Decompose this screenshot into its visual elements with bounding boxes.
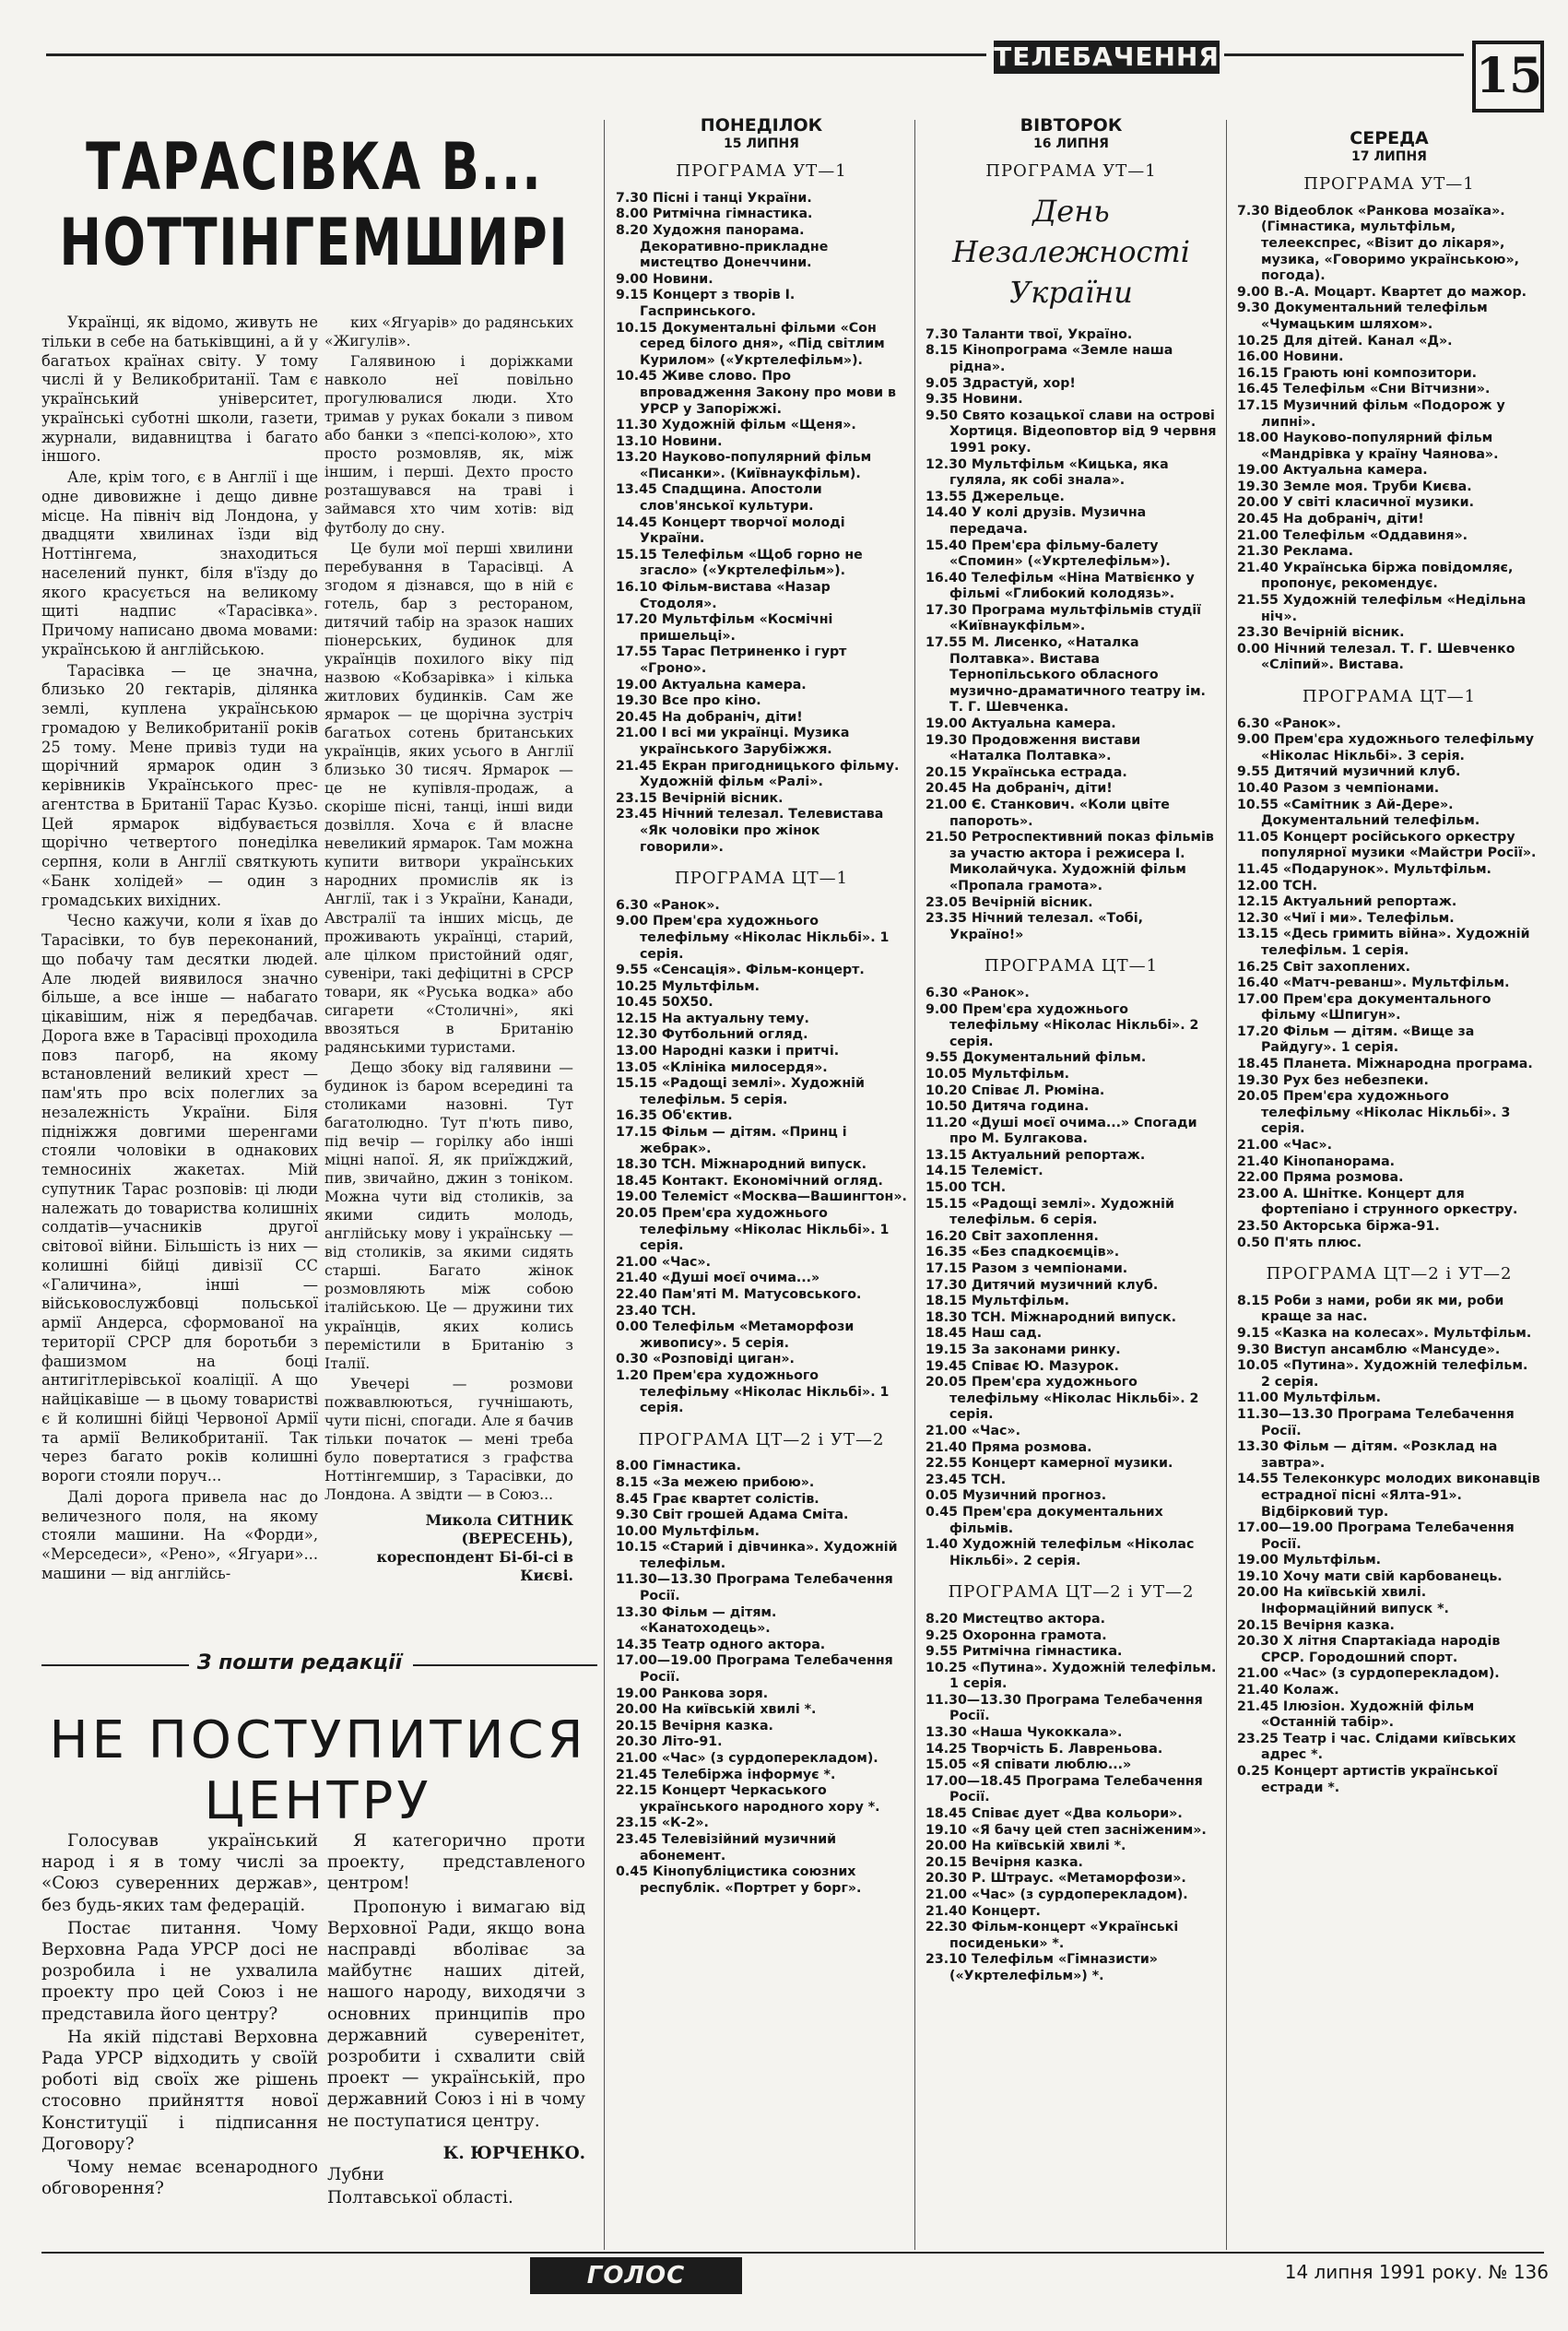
program-item: 8.00 Ритмічна гімнастика. bbox=[616, 207, 813, 222]
program-item: 20.05 Прем'єра художнього телефільму «Ніколас Нікльбі». 1 серія. bbox=[616, 1206, 890, 1254]
header-rule bbox=[46, 53, 986, 56]
program-item: 15.00 ТСН. bbox=[925, 1180, 1007, 1196]
program-item: 8.15 «За межею прибою». bbox=[616, 1474, 815, 1490]
letter-column-2 bbox=[327, 1830, 585, 2210]
program-item: 13.15 «Десь гримить війна». Художній телефільм. 1 серія. bbox=[1237, 927, 1530, 958]
program-item: 12.30 «Чиї і ми». Телефільм. bbox=[1237, 910, 1455, 926]
program-item: 21.45 Екран пригодницького фільму. Художній фільм «Ралі». bbox=[616, 758, 900, 790]
program-item: 9.00 Новини. bbox=[616, 271, 713, 287]
program-item: 10.00 Мультфільм. bbox=[616, 1523, 760, 1539]
program-heading: ПРОГРАМА ЦТ—1 bbox=[1302, 687, 1477, 706]
program-item: 21.45 Телебіржа інформує *. bbox=[616, 1767, 836, 1782]
day-title: СЕРЕДА bbox=[1350, 128, 1429, 148]
program-item: 21.00 «Час». bbox=[616, 1254, 711, 1270]
program-item: 8.20 Мистецтво актора. bbox=[925, 1611, 1105, 1627]
program-item: 6.30 «Ранок». bbox=[616, 897, 720, 913]
program-item: 21.40 Кінопанорама. bbox=[1237, 1154, 1396, 1169]
program-item: 23.45 Телевізійний музичний абонемент. bbox=[616, 1831, 837, 1864]
program-item: 21.50 Ретроспективний показ фільмів за участю актора і режисера І. Миколайчука. Художній фільм «Пропала грамота». bbox=[925, 830, 1214, 893]
program-item: 9.00 Прем'єра художнього телефільму «Ніколас Нікльбі». 3 серія. bbox=[1237, 732, 1534, 763]
program-item: 21.40 Пряма розмова. bbox=[925, 1439, 1092, 1455]
program-item: 20.30 Літо-91. bbox=[616, 1734, 723, 1750]
program-item: 10.55 «Самітник з Ай-Дере». Документальний телефільм. bbox=[1237, 797, 1480, 829]
program-item: 9.00 В.-А. Моцарт. Квартет до мажор. bbox=[1237, 284, 1527, 300]
program-item: 9.00 Прем'єра художнього телефільму «Ніколас Нікльбі». 1 серія. bbox=[616, 914, 890, 962]
program-item: 16.35 Об'єктив. bbox=[616, 1108, 733, 1124]
program-item: 7.30 Відеоблок «Ранкова мозаїка». (Гімнастика, мультфільм, телеекспрес, «Візит до лікаря», музика, «Говоримо українською», погода). bbox=[1237, 203, 1519, 284]
program-list-ct2 bbox=[1237, 1294, 1541, 1796]
program-item: 21.00 «Час». bbox=[925, 1423, 1020, 1438]
program-item: 20.15 Вечірня казка. bbox=[1237, 1617, 1395, 1633]
program-item: 21.00 І всі ми українці. Музика українського Зарубіжжя. bbox=[616, 726, 850, 757]
article-column-2 bbox=[324, 314, 573, 1585]
program-item: 9.55 Ритмічна гімнастика. bbox=[925, 1644, 1123, 1660]
program-item: 0.50 П'ять плюс. bbox=[1237, 1235, 1362, 1250]
program-item: 21.30 Реклама. bbox=[1237, 544, 1353, 560]
holiday-heading-line-1: День Незалежності bbox=[952, 193, 1190, 269]
letter-paragraph: Постає питання. Чому Верховна Рада УРСР досі не розробила і не ухвалила проекту про цей Союз і не представила його центру? bbox=[41, 1918, 318, 2024]
article-column-2-body bbox=[324, 314, 573, 1504]
program-item: 12.15 Актуальний репортаж. bbox=[1237, 894, 1457, 910]
program-item: 21.00 Телефільм «Оддавиня». bbox=[1237, 527, 1468, 543]
program-item: 15.15 «Радощі землі». Художній телефільм. 6 серія. bbox=[925, 1196, 1174, 1228]
column-divider bbox=[914, 120, 915, 2250]
program-item: 15.15 «Радощі землі». Художній телефільм. 5 серія. bbox=[616, 1076, 865, 1107]
program-item: 9.55 Дитячий музичний клуб. bbox=[1237, 764, 1461, 780]
program-item: 11.30—13.30 Програма Телебачення Росії. bbox=[1237, 1406, 1515, 1438]
program-item: 0.45 Кінопубліцистика союзних республік. «Портрет у борг». bbox=[616, 1864, 862, 1896]
program-item: 17.15 Музичний фільм «Подорож у липні». bbox=[1237, 397, 1505, 430]
program-item: 13.00 Народні казки і притчі. bbox=[616, 1044, 840, 1059]
program-item: 13.45 Спадщина. Апостоли слов'янської культури. bbox=[616, 482, 822, 515]
program-item: 13.30 «Наша Чукоккала». bbox=[925, 1725, 1123, 1741]
program-item: 10.45 50Х50. bbox=[616, 995, 713, 1011]
program-item: 23.45 ТСН. bbox=[925, 1472, 1007, 1487]
program-item: 6.30 «Ранок». bbox=[1237, 716, 1341, 731]
program-item: 11.00 Мультфільм. bbox=[1237, 1390, 1382, 1406]
program-item: 13.15 Актуальний репортаж. bbox=[925, 1147, 1146, 1163]
program-item: 10.20 Співає Л. Рюміна. bbox=[925, 1083, 1105, 1098]
program-item: 19.15 За законами ринку. bbox=[925, 1343, 1121, 1357]
article-paragraph: Галявиною і доріжками навколо неї повільно прогулювалися люди. Хто тримав у руках бокали з пивом або банки з «пепсі-колою», хто просто розмовляв, як, між іншим, і перші. Дехто просто розташувався на траві і займався хто чим хотів: від футболу до сну. bbox=[324, 352, 573, 537]
program-item: 8.15 Роби з нами, роби як ми, роби краще за нас. bbox=[1237, 1293, 1504, 1325]
program-item: 8.20 Художня панорама. Декоративно-прикладне мистецтво Донеччини. bbox=[616, 222, 829, 271]
program-item: 17.30 Дитячий музичний клуб. bbox=[925, 1277, 1159, 1293]
program-item: 1.40 Художній телефільм «Ніколас Нікльбі». 2 серія. bbox=[925, 1537, 1195, 1568]
program-item: 10.40 Разом з чемпіонами. bbox=[1237, 780, 1440, 796]
program-item: 20.15 Вечірня казка. bbox=[616, 1718, 773, 1733]
program-item: 10.05 «Путина». Художній телефільм. 2 серія. bbox=[1237, 1358, 1528, 1390]
program-item: 22.40 Пам'яті М. Матусовського. bbox=[616, 1286, 862, 1302]
program-item: 13.55 Джерельце. bbox=[925, 489, 1065, 504]
program-list-ct1 bbox=[616, 898, 907, 1417]
program-item: 18.45 Співає дует «Два кольори». bbox=[925, 1806, 1183, 1822]
program-item: 21.40 Українська біржа повідомляє, пропонує, рекомендує. bbox=[1237, 560, 1514, 592]
program-item: 14.55 Телеконкурс молодих виконавців естрадної пісні «Ялта-91». Відбірковий тур. bbox=[1237, 1472, 1540, 1520]
program-item: 12.00 ТСН. bbox=[1237, 878, 1318, 893]
program-heading: ПРОГРАМА ЦТ—1 bbox=[674, 869, 849, 889]
program-item: 10.25 «Путина». Художній телефільм. 1 серія. bbox=[925, 1660, 1217, 1692]
program-item: 23.05 Вечірній вісник. bbox=[925, 894, 1093, 910]
program-item: 20.05 Прем'єра художнього телефільму «Ніколас Нікльбі». 3 серія. bbox=[1237, 1089, 1511, 1137]
author-role: кореспондент Бі-бі-сі в Києві. bbox=[376, 1548, 573, 1585]
column-divider bbox=[1226, 120, 1227, 2250]
program-item: 16.15 Грають юні композитори. bbox=[1237, 365, 1478, 381]
column-divider bbox=[604, 120, 605, 2250]
program-item: 16.40 Телефільм «Ніна Матвієнко у фільмі «Глибокий колодязь». bbox=[925, 570, 1195, 602]
program-heading: ПРОГРАМА УТ—1 bbox=[676, 161, 847, 182]
program-item: 9.00 Прем'єра художнього телефільму «Ніколас Нікльбі». 2 серія. bbox=[925, 1001, 1199, 1049]
schedule-wednesday bbox=[1237, 128, 1541, 1796]
program-item: 20.30 Р. Штраус. «Метаморфози». bbox=[925, 1871, 1186, 1887]
program-item: 19.00 Актуальна камера. bbox=[925, 716, 1116, 732]
program-item: 9.05 Здрастуй, хор! bbox=[925, 375, 1076, 391]
program-item: 20.45 На добраніч, діти! bbox=[1237, 512, 1424, 527]
program-item: 13.30 Фільм — дітям. «Канатоходець». bbox=[616, 1604, 777, 1637]
program-heading: ПРОГРАМА ЦТ—1 bbox=[984, 956, 1159, 976]
program-item: 19.10 Хочу мати свій карбованець. bbox=[1237, 1568, 1503, 1584]
program-item: 9.30 Документальний телефільм «Чумацьким шляхом». bbox=[1237, 301, 1488, 332]
program-item: 19.10 «Я бачу цей степ засніженим». bbox=[925, 1822, 1207, 1838]
program-item: 11.05 Концерт російського оркестру популярної музики «Майстри Росії». bbox=[1237, 829, 1537, 861]
newspaper-logo: ГОЛОС України bbox=[530, 2257, 742, 2294]
program-item: 15.05 «Я співати люблю...» bbox=[925, 1757, 1132, 1773]
letter-column-2-body bbox=[327, 1830, 585, 2132]
program-item: 9.25 Охоронна грамота. bbox=[925, 1627, 1107, 1643]
program-item: 15.15 Телефільм «Щоб горно не згасло» («Укртелефільм»). bbox=[616, 547, 863, 579]
program-item: 16.25 Світ захоплених. bbox=[1237, 959, 1411, 975]
program-item: 11.20 «Душі моєї очима...» Спогади про М. Булгакова. bbox=[925, 1115, 1197, 1147]
program-item: 0.00 Нічний телезал. Т. Г. Шевченко «Сліпий». Вистава. bbox=[1237, 641, 1515, 673]
program-item: 12.30 Футбольний огляд. bbox=[616, 1027, 808, 1043]
program-item: 12.30 Мультфільм «Кицька, яка гуляла, як собі знала». bbox=[925, 456, 1169, 489]
letter-place-town: Лубни bbox=[327, 2165, 384, 2185]
headline-line-1: ТАРАСІВКА В... bbox=[86, 129, 543, 205]
article-paragraph: Далі дорога привела нас до величезного поля, на якому стояли машини. На «Форди», «Мерседеси», «Рено», «Ягуари»... машини — від англійсь- bbox=[41, 1487, 318, 1582]
program-list-ct1 bbox=[925, 986, 1217, 1569]
program-item: 14.45 Концерт творчої молоді України. bbox=[616, 515, 845, 547]
program-item: 1.20 Прем'єра художнього телефільму «Ніколас Нікльбі». 1 серія. bbox=[616, 1367, 890, 1416]
mail-rubric: З пошти редакції bbox=[196, 1651, 403, 1674]
program-item: 14.40 У колі друзів. Музична передача. bbox=[925, 505, 1147, 537]
program-item: 11.30—13.30 Програма Телебачення Росії. bbox=[925, 1692, 1203, 1724]
holiday-heading bbox=[925, 191, 1217, 313]
program-item: 18.45 Планета. Міжнародна програма. bbox=[1237, 1057, 1533, 1072]
program-item: 21.00 «Час» (з сурдоперекладом). bbox=[1237, 1666, 1500, 1682]
program-item: 21.40 Колаж. bbox=[1237, 1683, 1339, 1698]
program-item: 21.40 «Душі моєї очима...» bbox=[616, 1271, 820, 1286]
program-item: 23.45 Нічний телезал. Телевистава «Як чоловіки про жінок говорили». bbox=[616, 807, 884, 855]
program-item: 16.40 «Матч-реванш». Мультфільм. bbox=[1237, 976, 1510, 991]
program-item: 22.15 Концерт Черкаського українського народного хору *. bbox=[616, 1783, 880, 1815]
program-item: 19.00 Ранкова зоря. bbox=[616, 1686, 769, 1701]
program-item: 21.00 «Час» (з сурдоперекладом). bbox=[925, 1887, 1188, 1902]
program-item: 17.30 Програма мультфільмів студії «Київнаукфільм». bbox=[925, 602, 1202, 634]
program-item: 16.00 Новини. bbox=[1237, 349, 1344, 365]
program-item: 23.10 Телефільм «Гімназисти» («Укртелефільм») *. bbox=[925, 1952, 1158, 1983]
header-rule-right bbox=[1224, 53, 1464, 56]
program-item: 11.45 «Подарунок». Мультфільм. bbox=[1237, 861, 1491, 877]
letter-paragraph: Пропоную і вимагаю від Верховної Ради, якщо вона насправді вболіває за майбутнє наших дітей, нашого народу, виходячи з основних принципів про державний суверенітет, розробити і схвалити свій проект — українській, про державний Союз і ні в чому не поступатися центру. bbox=[327, 1897, 585, 2131]
program-item: 19.30 Земле моя. Труби Києва. bbox=[1237, 479, 1472, 494]
holiday-heading-line-2: України bbox=[1009, 274, 1133, 310]
rubric-rule-left bbox=[41, 1664, 189, 1666]
article-paragraph: Увечері — розмови пожвавлюються, гучнішають, чути пісні, спогади. Але я бачив тільки початок — мені треба було повертатися з графства Ноттінгемшир, з Тарасівки, до Лондона. А звідти — в Союз... bbox=[324, 1374, 573, 1503]
day-date: 16 ЛИПНЯ bbox=[1033, 136, 1109, 151]
headline-line-2: НОТТІНГЕМШИРІ bbox=[59, 205, 570, 280]
program-item: 22.55 Концерт камерної музики. bbox=[925, 1456, 1173, 1472]
program-item: 19.00 Актуальна камера. bbox=[616, 677, 807, 692]
program-item: 20.00 На київській хвилі. Інформаційний випуск *. bbox=[1237, 1585, 1449, 1617]
program-item: 10.25 Мультфільм. bbox=[616, 978, 760, 994]
article-column-1 bbox=[41, 314, 318, 1586]
program-item: 19.45 Співає Ю. Мазурок. bbox=[925, 1358, 1119, 1374]
program-item: 20.15 Українська естрада. bbox=[925, 764, 1127, 780]
program-item: 17.00—19.00 Програма Телебачення Росії. bbox=[1237, 1520, 1515, 1552]
program-item: 18.30 ТСН. Міжнародний випуск. bbox=[925, 1309, 1176, 1325]
program-item: 17.55 Тарас Петриненко і гурт «Гроно». bbox=[616, 645, 847, 676]
program-item: 15.40 Прем'єра фільму-балету «Спомин» («Укртелефільм»). bbox=[925, 538, 1171, 570]
day-date: 15 ЛИПНЯ bbox=[724, 136, 799, 151]
program-item: 0.00 Телефільм «Метаморфози живопису». 5 серія. bbox=[616, 1319, 855, 1351]
letter-paragraph: Чому немає всенародного обговорення? bbox=[41, 2158, 318, 2199]
program-item: 17.00 Прем'єра документального фільму «Шпигун». bbox=[1237, 991, 1491, 1024]
program-item: 21.00 «Час». bbox=[1237, 1138, 1332, 1154]
program-item: 9.35 Новини. bbox=[925, 392, 1023, 408]
rubric-rule-right bbox=[413, 1664, 597, 1666]
program-item: 14.25 Творчість Б. Лавреньова. bbox=[925, 1741, 1163, 1757]
article-paragraph: Українці, як відомо, живуть не тільки в себе на батьківщині, а й у багатьох країнах світу. У тому числі й у Великобританії. Там є український університет, українські суботні школи, газети, журнали, видавництва і багато іншого. bbox=[41, 314, 318, 466]
program-item: 19.30 Рух без небезпеки. bbox=[1237, 1072, 1429, 1088]
program-item: 20.45 На добраніч, діти! bbox=[925, 781, 1113, 797]
program-item: 17.00—19.00 Програма Телебачення Росії. bbox=[616, 1653, 893, 1686]
program-item: 21.45 Ілюзіон. Художній фільм «Останній табір». bbox=[1237, 1698, 1475, 1731]
program-item: 19.00 Мультфільм. bbox=[1237, 1553, 1382, 1568]
letter-paragraph: Я категорично проти проекту, представленого центром! bbox=[327, 1831, 585, 1894]
program-list-ct1 bbox=[1237, 716, 1541, 1252]
program-item: 20.00 На київській хвилі *. bbox=[616, 1702, 817, 1718]
program-item: 19.00 Телеміст «Москва—Вашингтон». bbox=[616, 1189, 907, 1205]
program-item: 21.00 «Час» (з сурдоперекладом). bbox=[616, 1751, 878, 1766]
program-item: 17.20 Мультфільм «Космічні пришельці». bbox=[616, 612, 833, 644]
program-item: 0.05 Музичний прогноз. bbox=[925, 1488, 1107, 1504]
article-headline bbox=[55, 129, 573, 280]
program-heading: ПРОГРАМА ЦТ—2 і УТ—2 bbox=[948, 1582, 1195, 1603]
section-label: ТЕЛЕБАЧЕННЯ bbox=[994, 41, 1220, 72]
program-item: 11.30 Художній фільм «Щеня». bbox=[616, 418, 856, 433]
program-item: 17.20 Фільм — дітям. «Вище за Райдугу». 1 серія. bbox=[1237, 1024, 1475, 1056]
program-item: 10.50 Дитяча година. bbox=[925, 1099, 1090, 1115]
program-item: 10.15 «Старий і дівчинка». Художній телефільм. bbox=[616, 1540, 898, 1571]
program-item: 14.35 Театр одного актора. bbox=[616, 1637, 826, 1652]
day-title: ПОНЕДІЛОК bbox=[700, 115, 823, 136]
footer-rule bbox=[41, 2252, 1544, 2254]
program-item: 10.15 Документальні фільми «Сон серед білого дня», «Під світлим Курилом» («Укртелефільм»). bbox=[616, 320, 885, 368]
article-paragraph: Це були мої перші хвилини перебування в Тарасівці. А згодом я дізнався, що в ній є готель, бар з рестораном, дитячий табір на зразок наших піонерських, будинок для українців похилого віку під назвою «Кобзарівка» і кілька житлових будинків. Сам же ярмарок — це щорічна зустріч багатьох сотень британських українців, яких усього в Англії близько 30 тисяч. Ярмарок — це не купівля-продаж, а скоріше пісні, танці, інші види дозвілля. Хоча є й власне невеликий ярмарок. Там можна купити витвори українських народних промислів як із Англії, так і з України, Канади, Австралії та інших місць, де проживають українці, старий, але цілком пристойний одяг, сувеніри, такі дефіцитні в СРСР товари, як «Руська водка» або сигарети «Столичні», які ввозяться в Британію радянськими туристами. bbox=[324, 538, 573, 1056]
program-item: 9.30 Виступ ансамблю «Мансуде». bbox=[1237, 1342, 1501, 1357]
program-item: 8.15 Кінопрограма «Земле наша рідна». bbox=[925, 343, 1173, 374]
program-item: 10.05 Мультфільм. bbox=[925, 1066, 1070, 1082]
program-item: 18.45 Контакт. Економічний огляд. bbox=[616, 1173, 883, 1189]
program-item: 19.30 Продовження вистави «Наталка Полтавка». bbox=[925, 732, 1141, 764]
author-byline: Микола СИТНИК (ВЕРЕСЕНЬ), bbox=[425, 1511, 573, 1548]
program-item: 0.30 «Розповіді циган». bbox=[616, 1352, 795, 1367]
program-list-ut1 bbox=[925, 327, 1217, 944]
program-item: 0.25 Концерт артистів української естради *. bbox=[1237, 1764, 1498, 1795]
article-paragraph: Дещо збоку від галявини — будинок із баром всередині та столиками назовні. Тут багатолюдно. Тут п'ють пиво, під вечір — горілку або інші міцні напої. Я, як приїжджий, пив, звичайно, джин з тоніком. Можна чути від столиків, за якими сидить молодь, англійську мову і українську — від столиків, за якими сидять старші. Багато жінок розмовляють між собою італійською. Це — дружини тих українців, яких колись перемістили в Британію з Італії. bbox=[324, 1058, 573, 1372]
program-item: 16.20 Світ захоплення. bbox=[925, 1228, 1099, 1244]
program-item: 11.30—13.30 Програма Телебачення Росії. bbox=[616, 1572, 893, 1604]
program-item: 16.45 Телефільм «Сни Вітчизни». bbox=[1237, 382, 1491, 397]
program-item: 23.50 Акторська біржа-91. bbox=[1237, 1219, 1440, 1234]
program-item: 14.15 Телеміст. bbox=[925, 1164, 1043, 1179]
program-list-ut1 bbox=[1237, 204, 1541, 674]
program-item: 8.45 Грає квартет солістів. bbox=[616, 1491, 819, 1507]
program-item: 13.20 Науково-популярний фільм «Писанки». (Київнаукфільм). bbox=[616, 450, 872, 481]
program-heading: ПРОГРАМА УТ—1 bbox=[985, 161, 1157, 182]
letter-column-1 bbox=[41, 1830, 318, 2201]
program-item: 19.30 Все про кіно. bbox=[616, 693, 761, 709]
program-item: 17.15 Разом з чемпіонами. bbox=[925, 1261, 1128, 1277]
article-paragraph: Тарасівка — це значна, близько 20 гектарів, ділянка землі, куплена українською громадою у Великобританії років 25 тому. Мене привіз туди на щорічний ярмарок один з керівників Українського прес-агентства в Британії Тарас Кузьо. Цей ярмарок відбувається щорічно четвертого понеділка серпня, коли в Англії святкують «Банк холідей» — один з громадських вихідних. bbox=[41, 661, 318, 909]
program-item: 13.30 Фільм — дітям. «Розклад на завтра». bbox=[1237, 1439, 1498, 1471]
program-list-ct2 bbox=[616, 1459, 907, 1897]
program-item: 17.00—18.45 Програма Телебачення Росії. bbox=[925, 1773, 1203, 1805]
program-list-ut1 bbox=[616, 191, 907, 856]
article-paragraph: Чесно кажучи, коли я їхав до Тарасівки, то був переконаний, що побачу там десятки людей. Але людей виявилося значно більше, а все інше — набагато цікавішим, ніж я передбачав. Дорога вже в Тарасівці проходила повз пагорб, на якому встановлений великий хрест — пам'ять про всіх полеглих за незалежність України. Біля підніжжя довгими шеренгами стояли чоловіки в однакових темносиніх жакетах. Мій супутник Тарас розповів: ці люди належать до товариства колишніх солдатів—учасників другої світової війни. Більшість із них — колишні бійці дивізії СС «Галичина», інші — військовослужбовці польської армії Андерса, сформованої на території СРСР для боротьби з фашизмом на боці антигітлерівської коаліції. А що найцікавіше — в цьому товаристві є й колишні бійці Червоної Армії та армії Великобританії. Так через багато років колишні вороги стояли поруч... bbox=[41, 912, 318, 1485]
program-item: 21.00 Є. Станкович. «Коли цвіте папороть». bbox=[925, 798, 1170, 829]
program-item: 7.30 Таланти твої, Україно. bbox=[925, 326, 1133, 342]
program-item: 21.55 Художній телефільм «Недільна ніч». bbox=[1237, 593, 1527, 624]
program-item: 18.45 Наш сад. bbox=[925, 1326, 1043, 1342]
program-item: 23.15 «К-2». bbox=[616, 1816, 709, 1831]
program-item: 13.10 Новини. bbox=[616, 433, 723, 449]
program-item: 0.45 Прем'єра документальних фільмів. bbox=[925, 1504, 1163, 1536]
letter-paragraph: Голосував український народ і я в тому числі за «Союз суверенних держав», без будь-яких там федерацій. bbox=[41, 1831, 318, 1915]
program-item: 9.15 Концерт з творів І. Гаспринського. bbox=[616, 288, 796, 319]
program-item: 23.30 Вечірній вісник. bbox=[1237, 625, 1405, 641]
program-item: 17.55 М. Лисенко, «Наталка Полтавка». Вистава Тернопільського обласного музично-драматичного театру ім. Т. Г. Шевченка. bbox=[925, 635, 1206, 716]
article-paragraph: ких «Ягуарів» до радянських «Жигулів». bbox=[324, 314, 573, 350]
program-item: 23.00 А. Шнітке. Концерт для фортепіано і струнного оркестру. bbox=[1237, 1186, 1518, 1218]
issue-date: 14 липня 1991 року. № 136 bbox=[1284, 2261, 1549, 2283]
article-paragraph: Але, крім того, є в Англії і ще одне дивовижне і дещо дивне місце. На північ від Лондона, у двадцяти хвилинах їзди від Ноттінгема, знаходиться населений пункт, біля в'їзду до якого красується на великому щиті надпис «Тарасівка». Причому написано двома мовами: українською й англійською. bbox=[41, 468, 318, 658]
letter-headline bbox=[41, 1710, 595, 1832]
day-date: 17 ЛИПНЯ bbox=[1351, 148, 1427, 164]
program-item: 18.00 Науково-популярний фільм «Мандрівка у країну Чаянова». bbox=[1237, 431, 1499, 462]
program-item: 8.00 Гімнастика. bbox=[616, 1459, 741, 1474]
letter-headline-line-2: ЦЕНТРУ bbox=[204, 1771, 432, 1831]
letter-signature: К. ЮРЧЕНКО. bbox=[442, 2143, 585, 2163]
program-item: 20.15 Вечірня казка. bbox=[925, 1854, 1083, 1870]
program-item: 23.35 Нічний телезал. «Тобі, Україно!» bbox=[925, 911, 1144, 942]
program-item: 22.30 Фільм-концерт «Українські посиденьки» *. bbox=[925, 1920, 1179, 1951]
program-item: 9.55 «Сенсація». Фільм-концерт. bbox=[616, 963, 865, 978]
program-item: 20.05 Прем'єра художнього телефільму «Ніколас Нікльбі». 2 серія. bbox=[925, 1375, 1199, 1423]
program-item: 20.30 X літня Спартакіада народів СРСР. Городошний спорт. bbox=[1237, 1634, 1501, 1665]
program-item: 9.50 Свято козацької слави на острові Хортиця. Відеоповтор від 9 червня 1991 року. bbox=[925, 408, 1217, 456]
program-item: 23.15 Вечірній вісник. bbox=[616, 790, 784, 806]
program-item: 22.00 Пряма розмова. bbox=[1237, 1170, 1404, 1186]
program-heading: ПРОГРАМА ЦТ—2 і УТ—2 bbox=[638, 1429, 885, 1449]
program-heading: ПРОГРАМА УТ—1 bbox=[1303, 174, 1475, 195]
program-item: 18.15 Мультфільм. bbox=[925, 1294, 1070, 1309]
program-item: 17.15 Фільм — дітям. «Принц і жебрак». bbox=[616, 1125, 847, 1156]
program-item: 10.25 Для дітей. Канал «Д». bbox=[1237, 333, 1453, 349]
page-number: 15 bbox=[1472, 41, 1544, 112]
letter-headline-line-1: НЕ ПОСТУПИТИСЯ bbox=[49, 1710, 587, 1770]
program-item: 9.55 Документальний фільм. bbox=[925, 1050, 1147, 1066]
program-item: 19.00 Актуальна камера. bbox=[1237, 463, 1428, 479]
program-item: 16.10 Фільм-вистава «Назар Стодоля». bbox=[616, 580, 831, 611]
letter-place-region: Полтавської області. bbox=[327, 2188, 513, 2208]
program-item: 20.00 На київській хвилі *. bbox=[925, 1839, 1126, 1854]
program-item: 12.15 На актуальну тему. bbox=[616, 1011, 809, 1026]
schedule-monday bbox=[616, 115, 907, 1897]
program-item: 21.40 Концерт. bbox=[925, 1903, 1041, 1919]
program-heading: ПРОГРАМА ЦТ—2 і УТ—2 bbox=[1266, 1264, 1513, 1284]
letter-paragraph: На якій підставі Верховна Рада УРСР відходить у своїй роботі від своїх же рішень стосовно прийняття нової Конституції і підписання Договору? bbox=[41, 2027, 318, 2154]
program-item: 23.40 ТСН. bbox=[616, 1303, 697, 1319]
program-item: 20.00 У світі класичної музики. bbox=[1237, 495, 1474, 511]
schedule-tuesday bbox=[925, 115, 1217, 1985]
day-title: ВІВТОРОК bbox=[1020, 115, 1123, 136]
program-item: 9.15 «Казка на колесах». Мультфільм. bbox=[1237, 1325, 1532, 1341]
program-item: 23.25 Театр і час. Слідами київських адрес *. bbox=[1237, 1731, 1516, 1763]
program-item: 16.35 «Без спадкоємців». bbox=[925, 1245, 1120, 1260]
program-item: 10.45 Живе слово. Про впровадження Закону про мови в УРСР у Запоріжжі. bbox=[616, 369, 896, 417]
program-item: 18.30 ТСН. Міжнародний випуск. bbox=[616, 1157, 867, 1173]
program-item: 13.05 «Клініка милосердя». bbox=[616, 1059, 828, 1075]
program-list-ct2 bbox=[925, 1612, 1217, 1985]
program-item: 20.45 На добраніч, діти! bbox=[616, 709, 803, 725]
program-item: 6.30 «Ранок». bbox=[925, 985, 1030, 1000]
program-item: 9.30 Світ грошей Адама Сміта. bbox=[616, 1508, 849, 1523]
program-item: 7.30 Пісні і танці України. bbox=[616, 190, 812, 206]
